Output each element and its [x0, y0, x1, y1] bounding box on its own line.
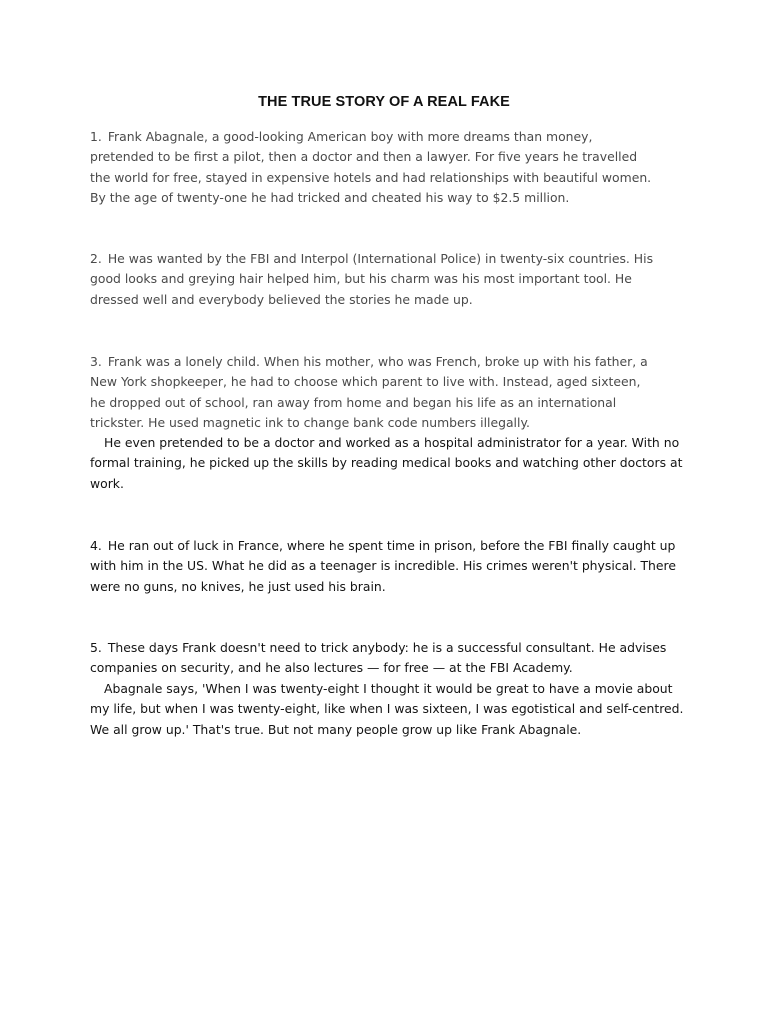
- paragraph-2-line-2: good looks and greying hair helped him, but his charm was his most important tool. He: [90, 271, 632, 287]
- paragraph-number: 4.: [90, 538, 102, 553]
- paragraph-1: [90, 127, 680, 209]
- paragraph-4: [90, 536, 680, 597]
- paragraph-2-line-1: 2. He was wanted by the FBI and Interpol (International Police) in twenty-six countries. His: [90, 251, 654, 266]
- paragraph-5-line-2: companies on security, and he also lectures — for free — at the FBI Academy.: [90, 660, 573, 676]
- paragraph-3-line-1: 3. Frank was a lonely child. When his mother, who was French, broke up with his father, a: [90, 354, 648, 369]
- paragraph-number: 5.: [90, 640, 102, 655]
- paragraph-4-line-3: were no guns, no knives, he just used his brain.: [90, 578, 386, 594]
- paragraph-3-cont-line-2: formal training, he picked up the skills by reading medical books and watching other doctors at: [90, 455, 683, 471]
- paragraph-2: [90, 249, 680, 310]
- paragraph-1-line-4: By the age of twenty-one he had tricked and cheated his way to $2.5 million.: [90, 190, 570, 206]
- paragraph-3-line-3: he dropped out of school, ran away from home and began his life as an international: [90, 394, 617, 410]
- document-title: THE TRUE STORY OF A REAL FAKE: [258, 94, 510, 110]
- paragraph-3-cont-line-3: work.: [90, 475, 124, 491]
- paragraph-number: 1.: [90, 129, 102, 144]
- paragraph-1-line-3: the world for free, stayed in expensive hotels and had relationships with beautiful women.: [90, 169, 652, 185]
- paragraph-5-cont-line-2: my life, but when I was twenty-eight, like when I was sixteen, I was egotistical and self-centred.: [90, 701, 684, 717]
- paragraph-4-line-1: 4. He ran out of luck in France, where he spent time in prison, before the FBI finally caught up: [90, 538, 676, 553]
- paragraph-5-line-1: 5. These days Frank doesn't need to trick anybody: he is a successful consultant. He advises: [90, 640, 667, 655]
- paragraph-2-line-3: dressed well and everybody believed the stories he made up.: [90, 291, 473, 307]
- paragraph-3-continuation: [90, 433, 683, 494]
- paragraph-3-cont-line-1: He even pretended to be a doctor and worked as a hospital administrator for a year. With no: [104, 435, 680, 450]
- paragraph-5-cont-line-1: Abagnale says, 'When I was twenty-eight I thought it would be great to have a movie about: [104, 680, 673, 696]
- paragraph-3-line-2: New York shopkeeper, he had to choose which parent to live with. Instead, aged sixteen,: [90, 374, 641, 390]
- paragraph-5: [90, 638, 684, 740]
- paragraph-number: 3.: [90, 354, 102, 369]
- paragraph-number: 2.: [90, 251, 102, 266]
- paragraph-1-line-1: 1. Frank Abagnale, a good-looking American boy with more dreams than money,: [90, 129, 593, 144]
- paragraph-5-cont-line-3: We all grow up.' That's true. But not many people grow up like Frank Abagnale.: [90, 721, 582, 737]
- paragraph-4-line-2: with him in the US. What he did as a teenager is incredible. His crimes weren't physical. There: [90, 558, 676, 574]
- paragraph-1-line-2: pretended to be first a pilot, then a doctor and then a lawyer. For five years he travelled: [90, 149, 638, 165]
- paragraph-3-line-4: trickster. He used magnetic ink to change bank code numbers illegally.: [90, 415, 530, 431]
- paragraph-3: [90, 352, 680, 434]
